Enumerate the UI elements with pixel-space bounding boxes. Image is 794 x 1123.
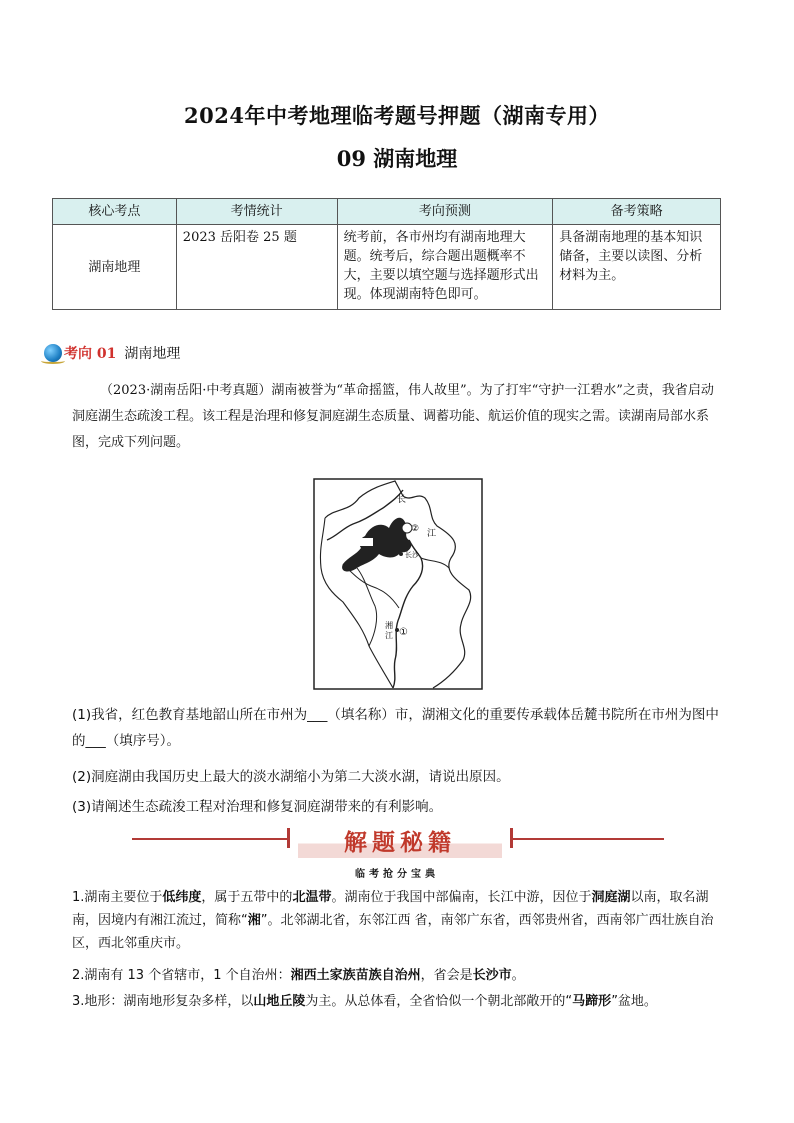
header-strategy: 备考策略 (553, 199, 721, 225)
cell-topic: 湖南地理 (53, 225, 177, 310)
hunan-water-system-map (313, 478, 483, 690)
banner-line-left (132, 838, 290, 840)
exam-plan-table (52, 198, 721, 310)
note-2: 2.湖南有 13 个省辖市，1 个自治州：湘西土家族苗族自治州，省会是长沙市。 (72, 968, 525, 983)
map-label-jiang: 江 (427, 529, 437, 539)
page-title: 2024年中考地理临考题号押题（湖南专用） (184, 103, 610, 128)
cell-strategy: 具备湖南地理的基本知识储备，主要以读图、分析材料为主。 (553, 225, 721, 310)
header-forecast: 考向预测 (337, 199, 553, 225)
map-label-city: 长沙 (405, 551, 419, 559)
banner-subtitle: 临考抢分宝典 (355, 869, 439, 880)
section-tag: 考向 01 (64, 346, 117, 362)
table-header-row (53, 199, 721, 225)
cell-stats: 2023 岳阳卷 25 题 (176, 225, 337, 310)
question-3: (3)请阐述生态疏浚工程对治理和修复洞庭湖带来的有利影响。 (72, 799, 443, 815)
map-label-jiang2: 江 (385, 631, 393, 640)
map-marker-1: ① (399, 627, 408, 638)
city-dot (399, 552, 403, 556)
banner-line-right (512, 838, 664, 840)
map-marker-2: ② (411, 524, 420, 534)
banner-tick-left (287, 828, 290, 848)
note-1: 1.湖南主要位于低纬度，属于五带中的北温带。湖南位于我国中部偏南，长江中游，因位于洞庭湖以南，取名湖南，因境内有湘江流过，简称“湘”。北邻湖北省，东邻江西 省，南邻广东省，西邻贵州省，西南邻广西壮族自治区，西北邻重庆市。 (72, 890, 714, 951)
page-subtitle: 09 湖南地理 (336, 146, 458, 171)
map-label-xiang: 湘 (385, 621, 393, 630)
globe-icon (44, 344, 62, 362)
question-2: (2)洞庭湖由我国历史上最大的淡水湖缩小为第二大淡水湖，请说出原因。 (72, 769, 510, 785)
map-label-chang: 长 (397, 495, 407, 505)
lake-island (359, 538, 373, 546)
note-3: 3.地形：湖南地形复杂多样，以山地丘陵为主。从总体看，全省恰似一个朝北部敞开的“马蹄形”盆地。 (72, 994, 657, 1009)
section-title: 湖南地理 (124, 346, 181, 362)
header-core-topic: 核心考点 (53, 199, 177, 225)
table-row (53, 225, 721, 310)
banner-tick-right (510, 828, 513, 848)
question-intro: （2023·湖南岳阳·中考真题）湖南被誉为“革命摇篮，伟人故里”。为了打牢“守护一江碧水”之责，我省启动洞庭湖生态疏浚工程。该工程是治理和修复洞庭湖生态质量、调蓄功能、航运价值的现实之需。读湖南局部水系图，完成下列问题。 (72, 383, 714, 450)
section-heading (44, 343, 180, 363)
banner-title: 解题秘籍 (344, 829, 456, 856)
question-1: (1)我省，红色教育基地韶山所在市州为___（填名称）市，湖湘文化的重要传承载体岳麓书院所在市州为图中的___（填序号）。 (72, 707, 719, 749)
cell-forecast: 统考前，各市州均有湖南地理大题。统考后，综合题出题概率不大，主要以填空题与选择题形式出现。体现湖南特色即可。 (337, 225, 553, 310)
header-stats: 考情统计 (176, 199, 337, 225)
